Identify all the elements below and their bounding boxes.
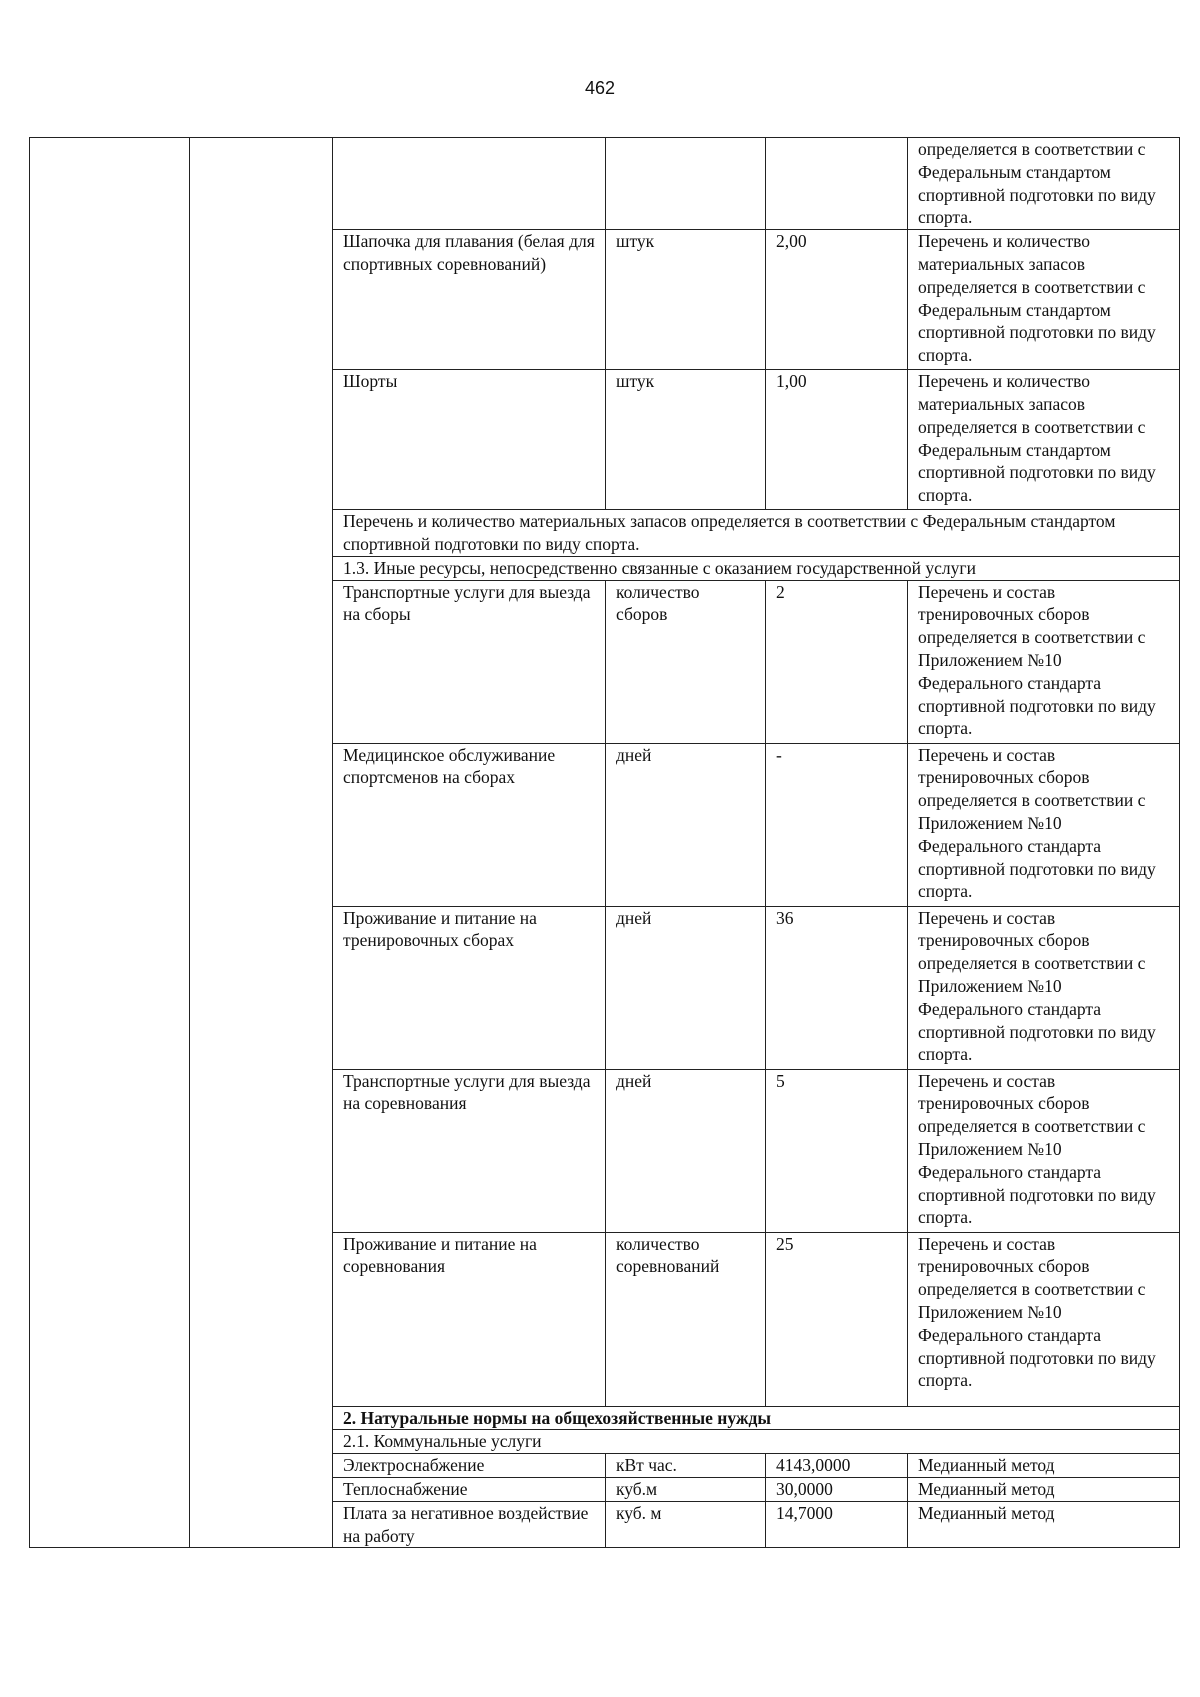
section-2-1-heading: 2.1. Коммунальные услуги	[333, 1430, 1180, 1454]
unit-cell: количество соревнований	[606, 1232, 766, 1406]
value-cell: 25	[766, 1232, 908, 1406]
resource-name-cell: Проживание и питание на соревнования	[333, 1232, 606, 1406]
resource-name-cell: Теплоснабжение	[333, 1477, 606, 1501]
continuation-row	[30, 138, 1180, 230]
note-cell: Перечень и состав тренировочных сборов определяется в соответствии с Приложением №10 Федерального стандарта спортивной подготовки по виду спорта.	[908, 1069, 1180, 1232]
resource-name-cell: Транспортные услуги для выезда на соревнования	[333, 1069, 606, 1232]
value-cell: 2	[766, 580, 908, 743]
unit-cell: штук	[606, 230, 766, 370]
left-empty-column-2	[190, 138, 333, 1548]
unit-cell: дней	[606, 906, 766, 1069]
note-cell: Перечень и состав тренировочных сборов определяется в соответствии с Приложением №10 Федерального стандарта спортивной подготовки по виду спорта.	[908, 1232, 1180, 1406]
unit-cell: кВт час.	[606, 1454, 766, 1478]
continuation-note-cell: определяется в соответствии с Федеральным стандартом спортивной подготовки по виду спорта.	[908, 138, 1180, 230]
section-1-3-heading: 1.3. Иные ресурсы, непосредственно связанные с оказанием государственной услуги	[333, 556, 1180, 580]
continuation-name-cell	[333, 138, 606, 230]
left-empty-column-1	[30, 138, 190, 1548]
note-cell: Перечень и состав тренировочных сборов определяется в соответствии с Приложением №10 Федерального стандарта спортивной подготовки по виду спорта.	[908, 743, 1180, 906]
note-cell: Перечень и состав тренировочных сборов определяется в соответствии с Приложением №10 Федерального стандарта спортивной подготовки по виду спорта.	[908, 906, 1180, 1069]
resource-name-cell: Проживание и питание на тренировочных сборах	[333, 906, 606, 1069]
resource-name-cell: Медицинское обслуживание спортсменов на сборах	[333, 743, 606, 906]
resource-name-cell: Электроснабжение	[333, 1454, 606, 1478]
unit-cell: дней	[606, 1069, 766, 1232]
continuation-unit-cell	[606, 138, 766, 230]
note-cell: Перечень и количество материальных запасов определяется в соответствии с Федеральным стандартом спортивной подготовки по виду спорта.	[908, 370, 1180, 510]
normative-table	[29, 137, 1180, 1548]
value-cell: 14,7000	[766, 1501, 908, 1548]
note-cell: Медианный метод	[908, 1477, 1180, 1501]
resource-name-cell: Шорты	[333, 370, 606, 510]
page-number: 462	[584, 78, 616, 98]
note-cell: Медианный метод	[908, 1501, 1180, 1548]
unit-cell: штук	[606, 370, 766, 510]
resource-name-cell: Транспортные услуги для выезда на сборы	[333, 580, 606, 743]
resource-name-cell: Шапочка для плавания (белая для спортивных соревнований)	[333, 230, 606, 370]
unit-cell: куб. м	[606, 1501, 766, 1548]
note-cell: Перечень и состав тренировочных сборов определяется в соответствии с Приложением №10 Федерального стандарта спортивной подготовки по виду спорта.	[908, 580, 1180, 743]
materials-summary: Перечень и количество материальных запасов определяется в соответствии с Федеральным стандартом спортивной подготовки по виду спорта.	[333, 510, 1180, 557]
value-cell: -	[766, 743, 908, 906]
value-cell: 30,0000	[766, 1477, 908, 1501]
value-cell: 4143,0000	[766, 1454, 908, 1478]
note-cell: Перечень и количество материальных запасов определяется в соответствии с Федеральным стандартом спортивной подготовки по виду спорта.	[908, 230, 1180, 370]
value-cell: 5	[766, 1069, 908, 1232]
unit-cell: дней	[606, 743, 766, 906]
value-cell: 36	[766, 906, 908, 1069]
value-cell: 1,00	[766, 370, 908, 510]
continuation-value-cell	[766, 138, 908, 230]
value-cell: 2,00	[766, 230, 908, 370]
unit-cell: куб.м	[606, 1477, 766, 1501]
resource-name-cell: Плата за негативное воздействие на работу	[333, 1501, 606, 1548]
section-2-heading: 2. Натуральные нормы на общехозяйственные нужды	[333, 1406, 1180, 1430]
unit-cell: количество сборов	[606, 580, 766, 743]
note-cell: Медианный метод	[908, 1454, 1180, 1478]
